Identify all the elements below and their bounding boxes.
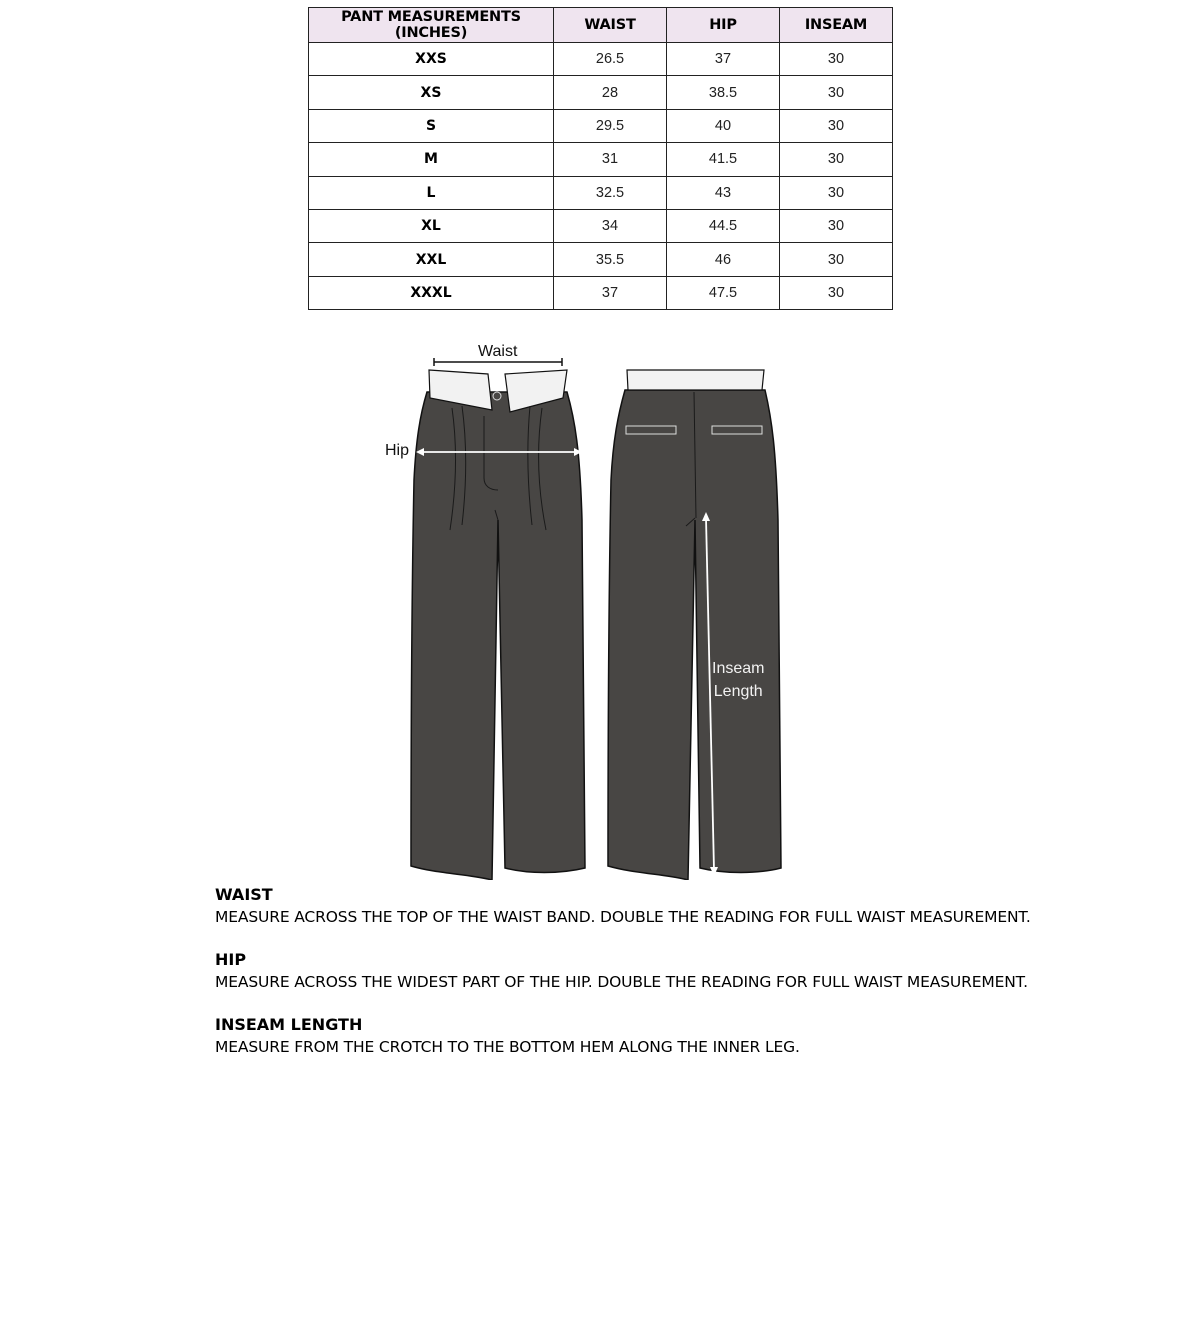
cell-size: M xyxy=(309,143,554,176)
cell-inseam: 30 xyxy=(780,143,893,176)
size-chart-table xyxy=(308,7,893,310)
table-row xyxy=(309,109,893,142)
cell-inseam: 30 xyxy=(780,76,893,109)
header-waist: WAIST xyxy=(554,8,667,43)
inseam-instruction xyxy=(215,1014,1115,1058)
header-size: PANT MEASUREMENTS (INCHES) xyxy=(309,8,554,43)
cell-size: XXL xyxy=(309,243,554,276)
cell-inseam: 30 xyxy=(780,176,893,209)
cell-hip: 47.5 xyxy=(667,276,780,309)
inseam-instruction-title: INSEAM LENGTH xyxy=(215,1015,363,1034)
cell-hip: 41.5 xyxy=(667,143,780,176)
cell-size: XXS xyxy=(309,43,554,76)
cell-hip: 38.5 xyxy=(667,76,780,109)
measurement-instructions xyxy=(215,884,1115,1079)
cell-hip: 37 xyxy=(667,43,780,76)
cell-inseam: 30 xyxy=(780,243,893,276)
cell-waist: 26.5 xyxy=(554,43,667,76)
header-inseam: INSEAM xyxy=(780,8,893,43)
cell-size: S xyxy=(309,109,554,142)
inseam-instruction-text: MEASURE FROM THE CROTCH TO THE BOTTOM HEM ALONG THE INNER LEG. xyxy=(215,1038,800,1056)
cell-waist: 31 xyxy=(554,143,667,176)
cell-waist: 35.5 xyxy=(554,243,667,276)
inseam-length-label xyxy=(712,657,764,703)
hip-instruction xyxy=(215,949,1115,993)
cell-hip: 40 xyxy=(667,109,780,142)
waist-instruction xyxy=(215,884,1115,928)
back-waistband xyxy=(627,370,764,390)
cell-size: XXXL xyxy=(309,276,554,309)
pants-back-view xyxy=(608,370,781,880)
cell-waist: 32.5 xyxy=(554,176,667,209)
table-row xyxy=(309,209,893,242)
cell-waist: 29.5 xyxy=(554,109,667,142)
waist-instruction-text: MEASURE ACROSS THE TOP OF THE WAIST BAND. DOUBLE THE READING FOR FULL WAIST MEASUREMENT. xyxy=(215,908,1031,926)
waist-label: Waist xyxy=(478,343,518,360)
table-row xyxy=(309,243,893,276)
table-row xyxy=(309,43,893,76)
header-hip: HIP xyxy=(667,8,780,43)
cell-hip: 46 xyxy=(667,243,780,276)
pants-front-view xyxy=(411,358,585,880)
pants-illustration xyxy=(380,340,800,880)
pants-measurement-diagram xyxy=(380,340,800,880)
cell-size: XL xyxy=(309,209,554,242)
cell-hip: 43 xyxy=(667,176,780,209)
inseam-label-line1: Inseam xyxy=(712,660,765,677)
cell-waist: 37 xyxy=(554,276,667,309)
front-pants-shape xyxy=(411,392,585,880)
hip-label: Hip xyxy=(385,442,410,459)
table-row xyxy=(309,176,893,209)
cell-waist: 28 xyxy=(554,76,667,109)
waist-instruction-title: WAIST xyxy=(215,885,273,904)
table-header-row xyxy=(309,8,893,43)
cell-hip: 44.5 xyxy=(667,209,780,242)
cell-inseam: 30 xyxy=(780,109,893,142)
table-row xyxy=(309,143,893,176)
cell-size: L xyxy=(309,176,554,209)
cell-waist: 34 xyxy=(554,209,667,242)
back-pants-shape xyxy=(608,390,781,880)
hip-instruction-text: MEASURE ACROSS THE WIDEST PART OF THE HIP. DOUBLE THE READING FOR FULL WAIST MEASUREMENT. xyxy=(215,973,1028,991)
inseam-label-line2: Length xyxy=(713,683,763,700)
table-row xyxy=(309,76,893,109)
cell-inseam: 30 xyxy=(780,276,893,309)
cell-inseam: 30 xyxy=(780,43,893,76)
hip-instruction-title: HIP xyxy=(215,950,247,969)
table-row xyxy=(309,276,893,309)
cell-inseam: 30 xyxy=(780,209,893,242)
cell-size: XS xyxy=(309,76,554,109)
